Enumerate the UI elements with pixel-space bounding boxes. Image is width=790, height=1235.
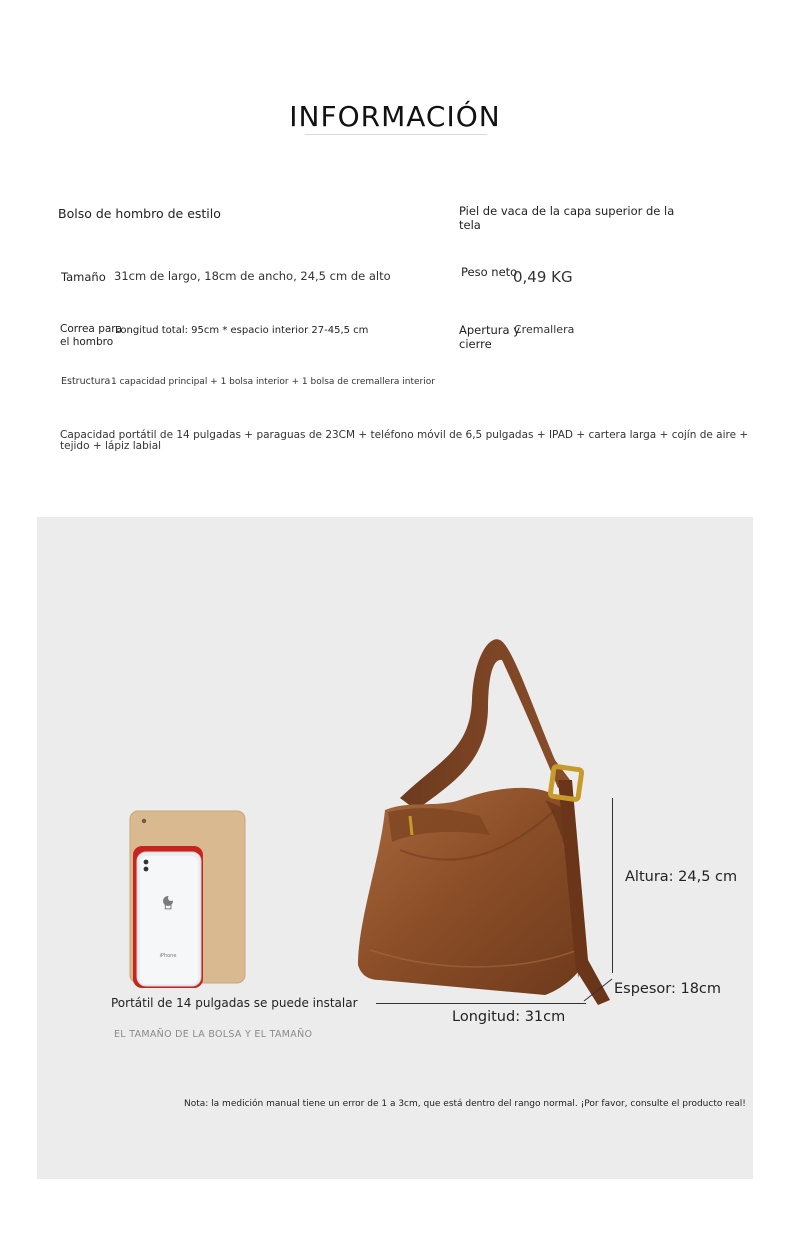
devices-caption: Portátil de 14 pulgadas se puede instalar	[111, 996, 358, 1010]
capacity-text: Capacidad portátil de 14 pulgadas + paraguas de 23CM + teléfono móvil de 6,5 pulgadas + IPAD + cartera larga + cojín de aire + tejido + lápiz labial	[60, 429, 749, 452]
strap-label: Correa para el hombro	[60, 323, 123, 348]
page-title: INFORMACIÓN	[289, 100, 501, 133]
length-label: Longitud: 31cm	[452, 1009, 566, 1025]
style-text: Bolso de hombro de estilo	[58, 206, 221, 221]
closure-label: Apertura y cierre	[459, 323, 521, 351]
height-dimension-line	[612, 798, 613, 973]
closure-value: Cremallera	[514, 323, 575, 336]
material-text: Piel de vaca de la capa superior de la tela	[459, 204, 675, 232]
structure-value: 1 capacidad principal + 1 bolsa interior + 1 bolsa de cremallera interior	[111, 377, 435, 387]
handbag-illustration	[340, 630, 630, 1015]
weight-label: Peso neto	[461, 265, 518, 279]
structure-label: Estructura	[61, 376, 111, 387]
size-label: Tamaño	[61, 270, 106, 284]
measurement-note: Nota: la medición manual tiene un error de 1 a 3cm, que está dentro del rango normal. ¡Por favor, consulte el producto real!	[184, 1099, 746, 1109]
devices-illustration	[125, 808, 250, 990]
strap-value: Longitud total: 95cm * espacio interior 27-45,5 cm	[115, 325, 369, 336]
length-dimension-line	[376, 1003, 586, 1004]
phone-brand-text: iPhone	[159, 953, 177, 959]
height-label: Altura: 24,5 cm	[625, 869, 738, 885]
weight-value: 0,49 KG	[513, 268, 573, 286]
size-value: 31cm de largo, 18cm de ancho, 24,5 cm de alto	[114, 269, 391, 283]
thickness-label: Espesor: 18cm	[614, 981, 722, 997]
title-underline	[305, 134, 487, 135]
section-caption: EL TAMAÑO DE LA BOLSA Y EL TAMAÑO	[114, 1029, 313, 1040]
